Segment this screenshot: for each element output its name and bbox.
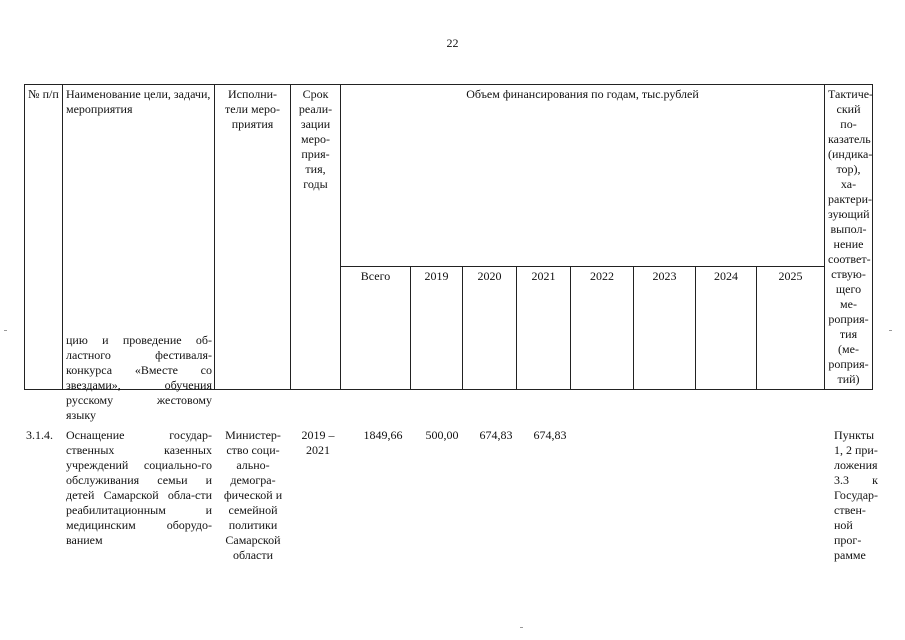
- indicator-line-part: к: [872, 473, 878, 487]
- term-line: 2021: [306, 443, 330, 457]
- executor-line: фической и: [223, 488, 283, 502]
- executor-line: семейной: [228, 503, 278, 517]
- indicator-line: Пункты: [834, 428, 875, 442]
- indicator-line: ложения: [834, 458, 878, 472]
- row-2019: 500,00: [425, 428, 459, 442]
- executor-line: Министер-: [225, 428, 281, 442]
- indicator-line: Государ-: [834, 488, 879, 502]
- page-number: 22: [446, 36, 459, 50]
- header-funding-total: Всего: [341, 266, 411, 389]
- scan-artifact: [520, 627, 523, 628]
- header-col-executor: Исполни-тели меро-приятия: [215, 85, 291, 390]
- row-number: 3.1.4.: [26, 428, 53, 442]
- row-2020: 674,83: [479, 428, 513, 442]
- indicator-line: рамме: [834, 548, 866, 562]
- continuation-line: конкурса «Вместе со: [66, 363, 212, 377]
- indicator-line: 1, 2 при-: [834, 443, 878, 457]
- executor-line: области: [232, 548, 274, 562]
- executor-line: политики: [228, 518, 278, 532]
- scan-artifact: [889, 330, 892, 331]
- continuation-line: звездами», обучения: [66, 378, 212, 392]
- row-total: 1849,66: [363, 428, 403, 442]
- indicator-line: ствен-: [834, 503, 866, 517]
- indicator-line: [834, 473, 878, 488]
- row-term: [294, 428, 342, 458]
- header-col-term: Срок реали-зации меро-прия-тия, годы: [291, 85, 341, 390]
- executor-line: ство соци-: [226, 443, 280, 457]
- continuation-line: ластного фестиваля-: [66, 348, 212, 362]
- executor-line: демогра-: [230, 473, 276, 487]
- header-col-indicator: Тактиче-ский по-казатель (индика-тор), ха-рактери-зующий выпол-нение соответ-ствую-щего ме-роприя-тия (ме-роприя-тий): [825, 85, 873, 390]
- header-col-name: Наименование цели, задачи, мероприятия: [63, 85, 215, 390]
- header-funding-2024: 2024: [696, 266, 757, 389]
- header-col-num: № п/п: [25, 85, 63, 390]
- indicator-line: прог-: [834, 533, 862, 547]
- row-name: Оснащение государ-ственных казенных учреждений социально-го обслуживания семьи и детей Самарской обла-сти реабилитационным и медицинским оборудо-ванием: [66, 428, 212, 547]
- term-line: 2019 –: [301, 428, 335, 442]
- indicator-line: ной: [834, 518, 853, 532]
- row-executor: [218, 428, 288, 563]
- executor-line: Самарской: [225, 533, 281, 547]
- continuation-line: языку: [66, 408, 96, 422]
- header-funding-2023: 2023: [634, 266, 696, 389]
- header-funding-2019: 2019: [411, 266, 463, 389]
- row-indicator: [834, 428, 878, 563]
- executor-line: ально-: [236, 458, 270, 472]
- scan-artifact: [4, 330, 7, 331]
- indicator-line-part: 3.3: [834, 473, 849, 487]
- row-2021: 674,83: [533, 428, 567, 442]
- continuation-name-cell: [66, 333, 212, 423]
- continuation-line: русскому жестовому: [66, 393, 212, 407]
- header-funding-2022: 2022: [571, 266, 634, 389]
- header-funding-2025: 2025: [757, 266, 825, 389]
- header-funding-2021: 2021: [517, 266, 571, 389]
- header-col-funding: Объем финансирования по годам, тыс.рублей: [341, 85, 825, 267]
- continuation-line: цию и проведение об-: [66, 333, 212, 347]
- header-funding-2020: 2020: [463, 266, 517, 389]
